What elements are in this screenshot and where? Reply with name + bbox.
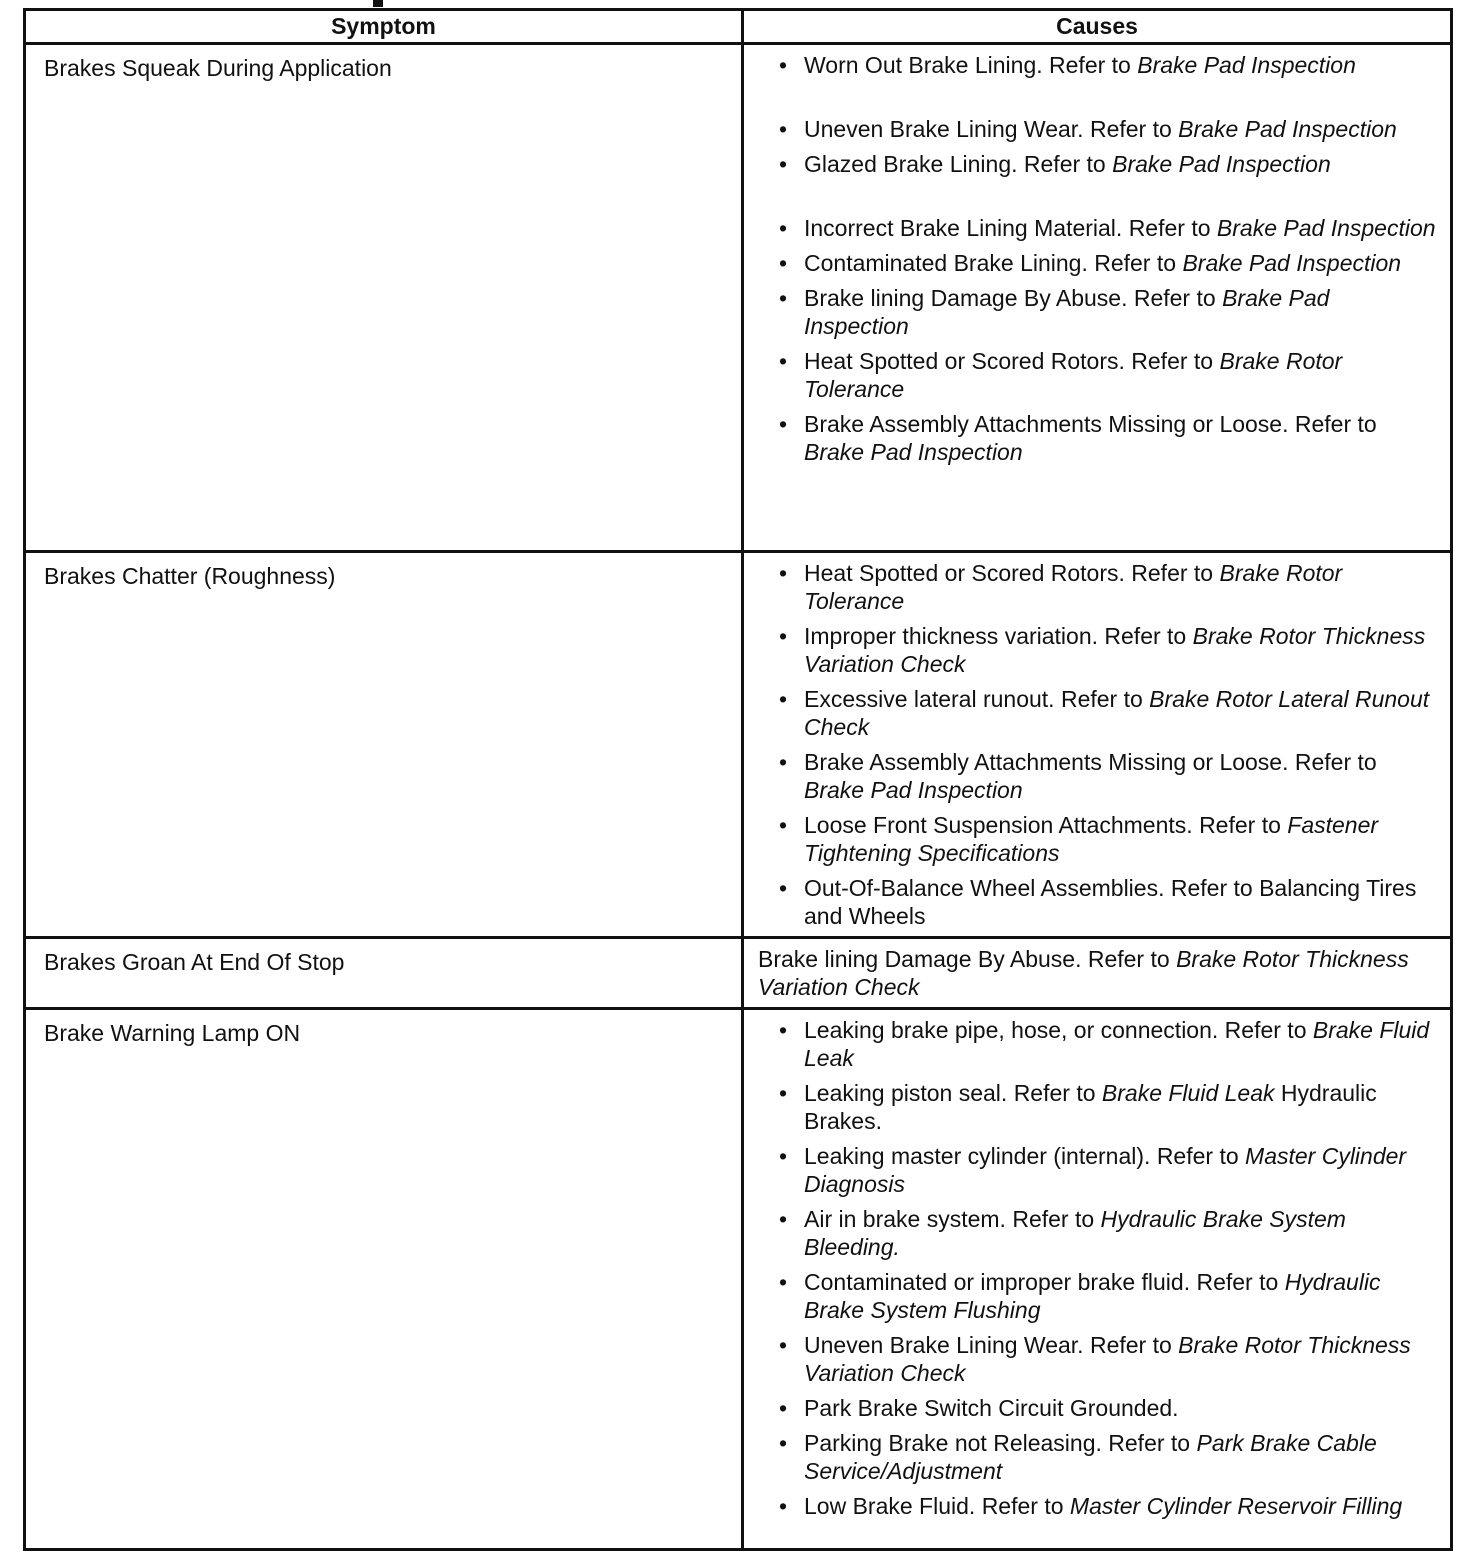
causes-cell — [743, 938, 1452, 1009]
reference-link: Brake Pad Inspection — [1137, 52, 1356, 78]
cause-item: • Improper thickness variation. Refer to Brake Rotor Thickness Variation Check — [779, 623, 1426, 677]
bullet-icon: • — [779, 1143, 788, 1169]
reference-link: Brake Pad Inspection — [1178, 116, 1397, 142]
bullet-icon: • — [779, 875, 788, 901]
cause-item: • Low Brake Fluid. Refer to Master Cylinder Reservoir Filling — [779, 1493, 1403, 1519]
reference-link: Brake Pad Inspection — [804, 777, 1023, 803]
reference-link: Master Cylinder Reservoir Filling — [1069, 1493, 1403, 1519]
cause-list — [756, 559, 1440, 930]
table-row — [25, 552, 1452, 938]
bullet-icon: • — [779, 812, 788, 838]
reference-link: Brake Pad Inspection — [1182, 250, 1402, 276]
causes-column-header: Causes — [743, 10, 1452, 44]
cause-item: • Park Brake Switch Circuit Grounded. — [779, 1395, 1179, 1421]
cause-item: • Leaking brake pipe, hose, or connection. Refer to Brake Fluid Leak — [779, 1017, 1430, 1071]
cause-item: • Leaking master cylinder (internal). Refer to Master Cylinder Diagnosis — [779, 1143, 1407, 1197]
bullet-icon: • — [779, 250, 788, 276]
bullet-icon: • — [779, 560, 788, 586]
bullet-icon: • — [779, 1017, 788, 1043]
bullet-icon: • — [779, 623, 788, 649]
table-row — [25, 938, 1452, 1009]
cause-item: • Worn Out Brake Lining. Refer to Brake Pad Inspection — [779, 52, 1356, 78]
bullet-icon: • — [779, 1430, 788, 1456]
reference-link: Brake Rotor Thickness Variation Check — [804, 1332, 1411, 1386]
cause-item: • Contaminated Brake Lining. Refer to Brake Pad Inspection — [779, 250, 1402, 276]
bullet-icon: • — [779, 52, 788, 78]
cause-item: • Heat Spotted or Scored Rotors. Refer to Brake Rotor Tolerance — [779, 348, 1343, 402]
bullet-icon: • — [779, 1493, 788, 1519]
cause-item: • Air in brake system. Refer to Hydraulic Brake System Bleeding. — [779, 1206, 1346, 1260]
bullet-icon: • — [779, 348, 788, 374]
causes-cell — [743, 552, 1452, 938]
reference-link: Brake Rotor Thickness Variation Check — [804, 623, 1426, 677]
brake-diagnosis-table — [23, 8, 1453, 1551]
symptom-cell: Brakes Squeak During Application — [25, 44, 743, 552]
cause-item: • Glazed Brake Lining. Refer to Brake Pad Inspection — [779, 151, 1331, 177]
symptom-cell: Brake Warning Lamp ON — [25, 1009, 743, 1550]
bullet-icon: • — [779, 749, 788, 775]
causes-cell — [743, 44, 1452, 552]
cause-list — [756, 51, 1440, 466]
reference-link: Brake Rotor Lateral Runout Check — [804, 686, 1430, 740]
cause-item: • Incorrect Brake Lining Material. Refer to Brake Pad Inspection — [779, 215, 1436, 241]
cause-text: Brake lining Damage By Abuse. Refer to Brake Rotor Thickness Variation Check — [758, 946, 1409, 1000]
causes-cell — [743, 1009, 1452, 1550]
reference-link: Brake Pad Inspection — [804, 285, 1330, 339]
symptom-cell: Brakes Chatter (Roughness) — [25, 552, 743, 938]
reference-link: Hydraulic Brake System Bleeding. — [804, 1206, 1346, 1260]
cause-item: • Parking Brake not Releasing. Refer to Park Brake Cable Service/Adjustment — [779, 1430, 1377, 1484]
bullet-icon: • — [779, 411, 788, 437]
bullet-icon: • — [779, 151, 788, 177]
cause-item: • Excessive lateral runout. Refer to Brake Rotor Lateral Runout Check — [779, 686, 1430, 740]
bullet-icon: • — [779, 686, 788, 712]
reference-link: Brake Fluid Leak — [804, 1017, 1430, 1071]
reference-link: Master Cylinder Diagnosis — [804, 1143, 1407, 1197]
reference-link: Hydraulic Brake System Flushing — [804, 1269, 1381, 1323]
cropped-heading-fragment — [373, 0, 383, 7]
bullet-icon: • — [779, 215, 788, 241]
cause-item: • Uneven Brake Lining Wear. Refer to Brake Rotor Thickness Variation Check — [779, 1332, 1411, 1386]
cause-item: • Brake lining Damage By Abuse. Refer to Brake Pad Inspection — [779, 285, 1330, 339]
reference-link: Fastener Tightening Specifications — [804, 812, 1379, 866]
reference-link: Brake Pad Inspection — [804, 439, 1023, 465]
table-header-row — [25, 10, 1452, 44]
table-row — [25, 44, 1452, 552]
reference-link: Brake Pad Inspection — [1216, 215, 1436, 241]
reference-link: Brake Rotor Tolerance — [804, 560, 1343, 614]
cause-item: • Uneven Brake Lining Wear. Refer to Brake Pad Inspection — [779, 116, 1397, 142]
bullet-icon: • — [779, 1269, 788, 1295]
bullet-icon: • — [779, 1080, 788, 1106]
bullet-icon: • — [779, 1395, 788, 1421]
cause-list — [756, 1016, 1440, 1520]
reference-link: Brake Rotor Tolerance — [804, 348, 1343, 402]
bullet-icon: • — [779, 116, 788, 142]
bullet-icon: • — [779, 1332, 788, 1358]
symptom-cell: Brakes Groan At End Of Stop — [25, 938, 743, 1009]
reference-link: Brake Pad Inspection — [1112, 151, 1331, 177]
cause-item: • Brake Assembly Attachments Missing or Loose. Refer to Brake Pad Inspection — [779, 411, 1377, 465]
cause-item: • Brake Assembly Attachments Missing or Loose. Refer to Brake Pad Inspection — [779, 749, 1377, 803]
reference-link: Brake Rotor Thickness Variation Check — [758, 946, 1409, 1000]
cause-item: • Leaking piston seal. Refer to Brake Fluid Leak Hydraulic Brakes. — [779, 1080, 1377, 1134]
cause-item: • Heat Spotted or Scored Rotors. Refer to Brake Rotor Tolerance — [779, 560, 1343, 614]
bullet-icon: • — [779, 285, 788, 311]
bullet-icon: • — [779, 1206, 788, 1232]
table-row — [25, 1009, 1452, 1550]
cause-item: • Contaminated or improper brake fluid. Refer to Hydraulic Brake System Flushing — [779, 1269, 1381, 1323]
symptom-column-header: Symptom — [25, 10, 743, 44]
cause-item: • Loose Front Suspension Attachments. Refer to Fastener Tightening Specifications — [779, 812, 1379, 866]
reference-link: Park Brake Cable Service/Adjustment — [804, 1430, 1377, 1484]
cause-item: • Out-Of-Balance Wheel Assemblies. Refer to Balancing Tires and Wheels — [779, 875, 1417, 929]
reference-link: Brake Fluid Leak — [1101, 1080, 1275, 1106]
